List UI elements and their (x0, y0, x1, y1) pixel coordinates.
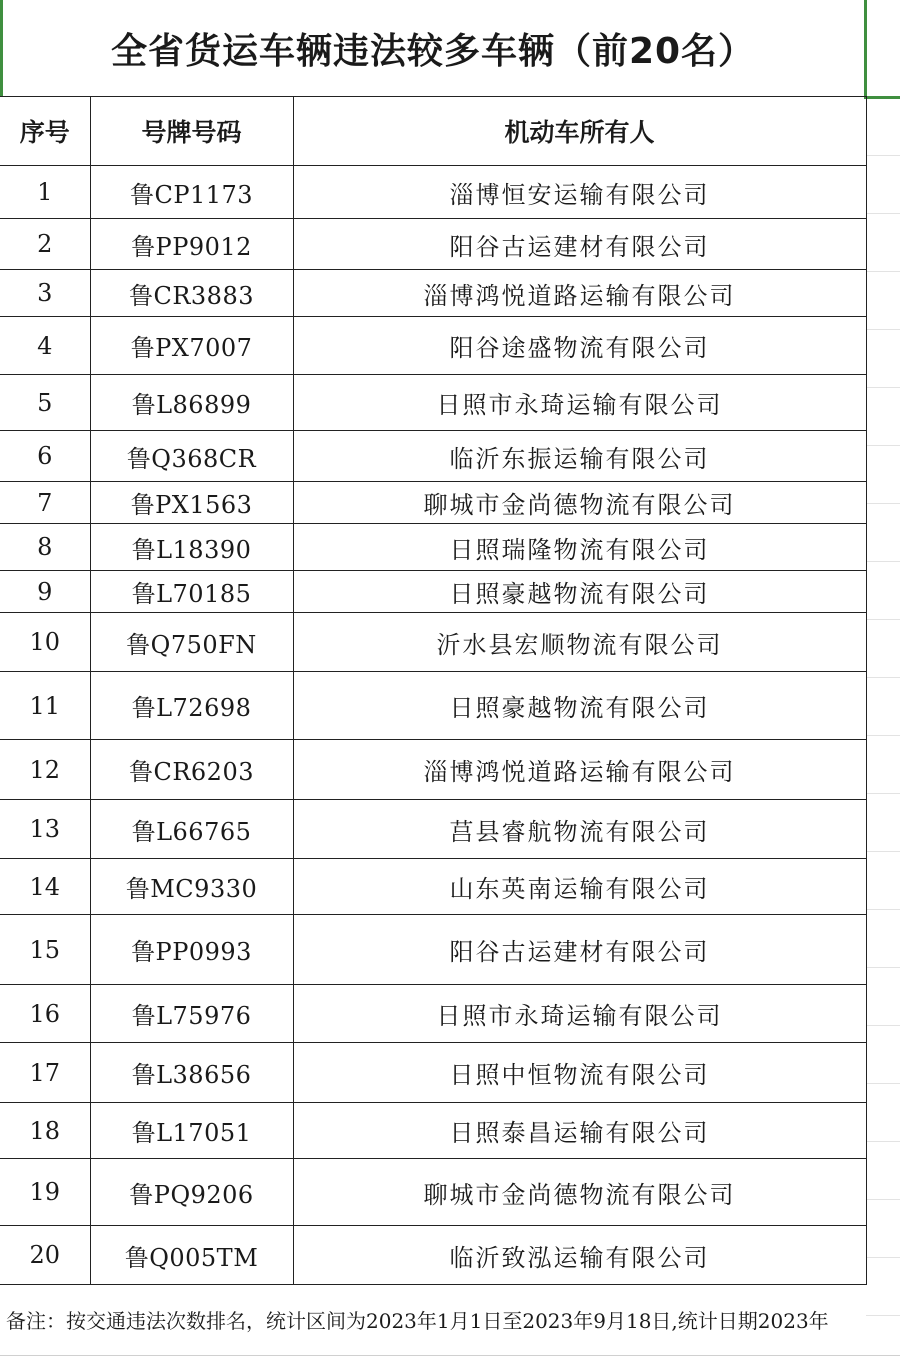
row-owner: 淄博恒安运输有限公司 (293, 166, 866, 219)
row-plate: 鲁PP0993 (90, 915, 293, 985)
row-plate: 鲁L75976 (90, 985, 293, 1043)
row-plate: 鲁Q005TM (90, 1226, 293, 1285)
row-plate: 鲁Q750FN (90, 613, 293, 672)
row-plate: 鲁PP9012 (90, 219, 293, 270)
sheet-gridlines (866, 98, 900, 1362)
table-row (0, 431, 866, 482)
row-plate: 鲁L72698 (90, 672, 293, 740)
row-owner: 阳谷古运建材有限公司 (293, 219, 866, 270)
row-index: 12 (0, 740, 90, 800)
row-owner: 日照瑞隆物流有限公司 (293, 524, 866, 571)
row-plate: 鲁L66765 (90, 800, 293, 859)
row-index: 6 (0, 431, 90, 482)
row-plate: 鲁PX1563 (90, 482, 293, 524)
row-owner: 日照豪越物流有限公司 (293, 672, 866, 740)
row-plate: 鲁L86899 (90, 375, 293, 431)
table-row (0, 985, 866, 1043)
table-row (0, 800, 866, 859)
row-owner: 阳谷古运建材有限公司 (293, 915, 866, 985)
table-row (0, 270, 866, 317)
row-index: 20 (0, 1226, 90, 1285)
row-index: 4 (0, 317, 90, 375)
row-owner: 日照泰昌运输有限公司 (293, 1103, 866, 1159)
table-row (0, 1159, 866, 1226)
row-owner: 莒县睿航物流有限公司 (293, 800, 866, 859)
table-row (0, 1103, 866, 1159)
table-row (0, 1226, 866, 1285)
row-index: 3 (0, 270, 90, 317)
row-index: 15 (0, 915, 90, 985)
row-plate: 鲁CR3883 (90, 270, 293, 317)
row-owner: 日照豪越物流有限公司 (293, 571, 866, 613)
row-owner: 临沂致泓运输有限公司 (293, 1226, 866, 1285)
row-owner: 阳谷途盛物流有限公司 (293, 317, 866, 375)
row-index: 13 (0, 800, 90, 859)
row-plate: 鲁CR6203 (90, 740, 293, 800)
table-row (0, 672, 866, 740)
row-owner: 日照市永琦运输有限公司 (293, 375, 866, 431)
row-index: 11 (0, 672, 90, 740)
table-row (0, 1043, 866, 1103)
row-plate: 鲁Q368CR (90, 431, 293, 482)
violation-table (0, 96, 867, 1285)
row-index: 18 (0, 1103, 90, 1159)
row-owner: 聊城市金尚德物流有限公司 (293, 482, 866, 524)
table-row (0, 571, 866, 613)
row-plate: 鲁PQ9206 (90, 1159, 293, 1226)
row-plate: 鲁L70185 (90, 571, 293, 613)
row-plate: 鲁L17051 (90, 1103, 293, 1159)
row-owner: 日照中恒物流有限公司 (293, 1043, 866, 1103)
row-plate: 鲁PX7007 (90, 317, 293, 375)
row-index: 17 (0, 1043, 90, 1103)
row-index: 16 (0, 985, 90, 1043)
table-row (0, 915, 866, 985)
table-row (0, 482, 866, 524)
table-row (0, 524, 866, 571)
header-row (0, 97, 866, 166)
row-index: 8 (0, 524, 90, 571)
row-index: 9 (0, 571, 90, 613)
table-row (0, 166, 866, 219)
row-plate: 鲁L38656 (90, 1043, 293, 1103)
cell-selection-border-bottom (864, 96, 900, 99)
table-row (0, 613, 866, 672)
row-owner: 淄博鸿悦道路运输有限公司 (293, 740, 866, 800)
row-index: 7 (0, 482, 90, 524)
table-row (0, 740, 866, 800)
bottom-divider (0, 1355, 900, 1356)
row-index: 1 (0, 166, 90, 219)
row-index: 14 (0, 859, 90, 915)
row-plate: 鲁CP1173 (90, 166, 293, 219)
table-row (0, 375, 866, 431)
row-index: 5 (0, 375, 90, 431)
row-owner: 沂水县宏顺物流有限公司 (293, 613, 866, 672)
row-owner: 淄博鸿悦道路运输有限公司 (293, 270, 866, 317)
header-owner: 机动车所有人 (293, 97, 866, 166)
header-plate: 号牌号码 (90, 97, 293, 166)
row-index: 2 (0, 219, 90, 270)
row-index: 10 (0, 613, 90, 672)
row-plate: 鲁L18390 (90, 524, 293, 571)
row-index: 19 (0, 1159, 90, 1226)
table-row (0, 317, 866, 375)
row-owner: 临沂东振运输有限公司 (293, 431, 866, 482)
row-owner: 日照市永琦运输有限公司 (293, 985, 866, 1043)
header-index: 序号 (0, 97, 90, 166)
footnote: 备注：按交通违法次数排名，统计区间为2023年1月1日至2023年9月18日,统计日期2023年 (6, 1309, 829, 1333)
table-row (0, 859, 866, 915)
row-plate: 鲁MC9330 (90, 859, 293, 915)
row-owner: 山东英南运输有限公司 (293, 859, 866, 915)
table-row (0, 219, 866, 270)
row-owner: 聊城市金尚德物流有限公司 (293, 1159, 866, 1226)
table-title: 全省货运车辆违法较多车辆（前20名） (110, 30, 756, 72)
